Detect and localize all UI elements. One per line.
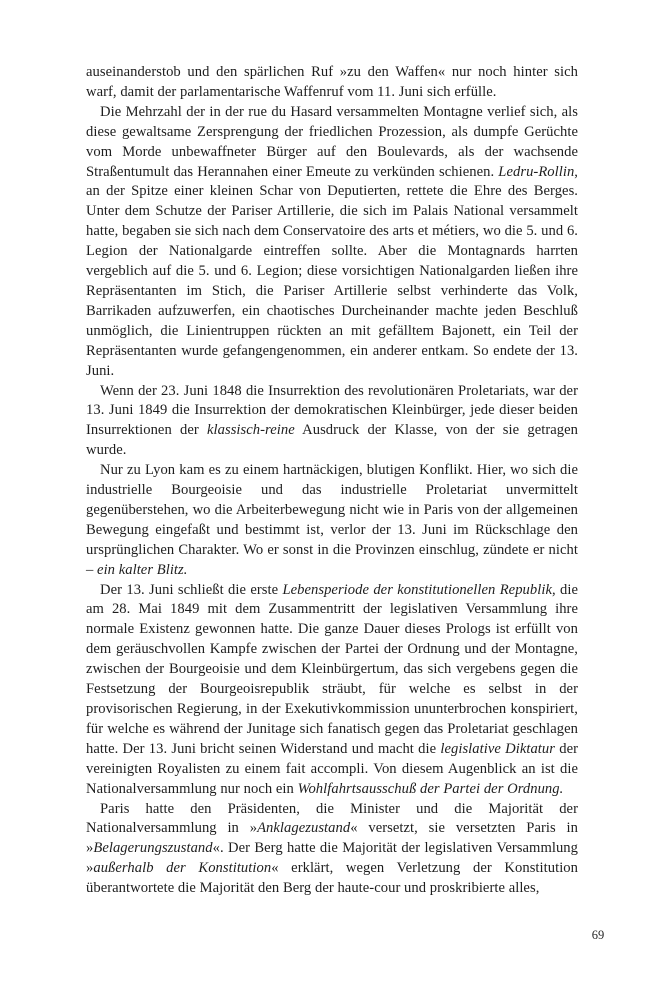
text-run-italic: ein kalter Blitz. (97, 561, 188, 578)
text-run: der vereinigten Royalisten zu einem fait accompli. Von diesem Augenblick an ist die Nationalversammlung nur noch ein (86, 740, 579, 797)
paragraph-anklagezustand (86, 800, 578, 900)
text-run-italic: außerhalb der Konstitution (93, 860, 272, 877)
text-run: Ausdruck der Klasse, von der sie getragen wurde. (86, 422, 578, 459)
page-text-block (86, 63, 578, 899)
text-run-italic: Ledru-Rollin (498, 163, 575, 180)
text-run: Wenn der 23. Juni 1848 die Insurrektion des revolutionären Proletariats, war der 13. Juni 1849 die Insurrektion der demokratischen Kleinbürger, jede dieser beiden Insurrektionen der (86, 382, 578, 439)
paragraph-lebensperiode (86, 581, 578, 800)
text-run: auseinanderstob und den spärlichen Ruf »zu den Waffen« nur noch hinter sich warf, damit der parlamentarische Waffenruf vom 11. Juni sich erfülle. (86, 64, 578, 100)
text-run: Die Mehrzahl der in der rue du Hasard versammelten Montagne verlief sich, als diese gewaltsame Zersprengung der friedlichen Prozession, als dumpfe Gerüchte vom Morde unbewaffneter Bürger auf den Boulevards, als der wachsende Straßentumult das Herannahen einer Emeute zu verkünden schienen. (86, 103, 578, 180)
text-run: «. Der Berg hatte die Majorität der legislativen Versammlung » (86, 840, 578, 877)
text-run: Der 13. Juni schließt die erste (100, 581, 283, 598)
text-run-italic: Wohlfahrtsausschuß der Partei der Ordnung. (297, 780, 564, 797)
text-run: , an der Spitze einer kleinen Schar von Deputierten, rettete die Ehre des Berges. Unter dem Schutze der Pariser Artillerie, die sich im Palais National versammelt hatte, begaben sie sich nach dem Conservatoire des arts et métiers, wo die 5. und 6. Legion der Nationalgarde eintreffen sollte. Aber die Montagnards harrten vergeblich auf die 5. und 6. Legion; diese vorsichtigen Nationalgarden ließen ihre Repräsentanten im Stich, die Pariser Artillerie selbst verhinderte das Volk, Barrikaden aufzuwerfen, ein chaotisches Durcheinander machte jeden Beschluß unmöglich, die Linientruppen rückten an mit gefälltem Bajonett, ein Teil der Repräsentanten wurde gefangengenommen, ein anderer entkam. So endete der 13. Juni. (86, 163, 578, 379)
paragraph-montagne (86, 103, 578, 382)
paragraph-continuation (86, 63, 578, 103)
text-run-italic: legislative Diktatur (440, 740, 555, 757)
text-run-italic: Anklagezustand (257, 820, 351, 837)
text-run-italic: Belagerungszustand (93, 840, 213, 857)
text-run: Nur zu Lyon kam es zu einem hartnäckigen, blutigen Konflikt. Hier, wo sich die industrielle Bourgeoisie und das industrielle Proletariat unvermittelt gegenüberstehen, wo die Arbeiterbewegung nicht wie in Paris von der allgemeinen Bewegung eingefaßt und bestimmt ist, verlor der 13. Juni im Rückschlage den ursprünglichen Charakter. Wo er sonst in die Provinzen einschlug, zündete er nicht – (86, 462, 578, 578)
text-run-italic: klassisch-reine (207, 422, 295, 439)
text-run-italic: Lebensperiode der konstitutionellen Republik (282, 581, 552, 598)
text-run: , die am 28. Mai 1849 mit dem Zusammentritt der legislativen Versammlung ihre normale Existenz gewonnen hatte. Die ganze Dauer dieses Prologs ist erfüllt von dem geräuschvollen Kampfe zwischen der Partei der Ordnung und der Montagne, zwischen der Bourgeoisie und dem Kleinbürgertum, das sich vergebens gegen die Festsetzung der Bourgeoisrepublik sträubt, für welche es selbst in der provisorischen Regierung, in der Exekutivkommission ununterbrochen konspiriert, für welche es während der Junitage sich fanatisch gegen das Proletariat geschlagen hatte. Der 13. Juni bricht seinen Widerstand und macht die (86, 581, 578, 757)
text-run: Paris hatte den Präsidenten, die Minister und die Majorität der Nationalversammlung in » (86, 800, 578, 837)
page-number: 69 (591, 928, 605, 942)
paragraph-lyon (86, 461, 578, 580)
text-run: « versetzt, sie versetzten Paris in » (86, 820, 579, 857)
text-run: « erklärt, wegen Verletzung der Konstitution überantwortete die Majorität den Berg der haute-cour und proskribierte alles, (86, 860, 578, 897)
paragraph-insurrektion (86, 382, 578, 462)
